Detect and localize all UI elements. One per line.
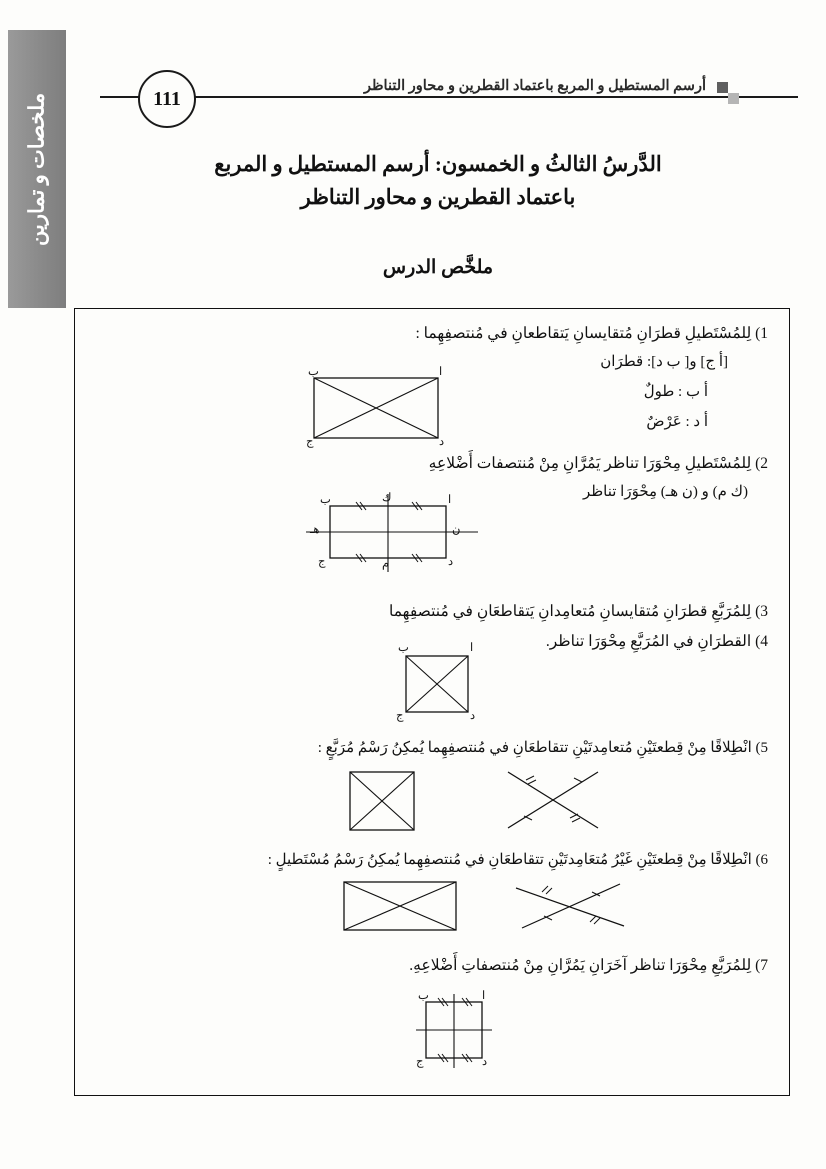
header-square-light-left-icon	[728, 93, 739, 104]
running-header-title: أرسم المستطيل و المربع باعتماد القطرين و محاور التناظر	[363, 78, 706, 94]
figure-non-perpendicular-segments	[506, 870, 636, 949]
list-item	[268, 848, 768, 872]
item-number: 7)	[755, 957, 768, 974]
item-number: 4)	[755, 633, 768, 650]
lesson-title	[90, 148, 786, 213]
item-number: 3)	[755, 603, 768, 620]
list-item	[409, 954, 768, 979]
figure-square-symmetry-axes	[404, 988, 504, 1083]
item-text: لِلمُرَبَّعِ قطرَانِ مُتقايسانِ مُتعامِدانِ يَتقاطعَانِ في مُنتصفِهِما	[388, 603, 752, 620]
list-item	[429, 452, 768, 477]
item-sub: (ك م) و (ن هـ) مِحْوَرَا تناظر	[582, 484, 748, 500]
item-text: انْطِلاقًا مِنْ قِطعتَيْنِ غَيْرُ مُتعَامِدتَيْنِ تتقاطعَانِ في مُنتصفِهِما يُمكِنُ رَسْمُ مُسْتَطيلٍ :	[267, 852, 752, 868]
item-text: القطرَانِ في المُرَبَّعِ مِحْوَرَا تناظر.	[545, 633, 752, 650]
figure-rectangle-symmetry-axes	[302, 488, 482, 583]
item-text: لِلمُسْتَطيلِ مِحْوَرَا تناظر يَمُرَّانِ مِنْ مُنتصفات أَضْلاعِهِ	[428, 455, 752, 472]
item-text: لِلمُسْتَطيلِ قطرَانِ مُتقايسانِ يَتقاطعانِ في مُنتصفِهِما :	[415, 325, 752, 342]
item-number: 2)	[755, 455, 768, 472]
figure-label: ك	[382, 492, 392, 504]
figure-label: ا	[482, 990, 486, 1002]
list-item	[389, 600, 768, 625]
figure-label: ب	[398, 642, 409, 654]
lesson-title-line1: الدَّرسُ الثالثُ و الخمسون: أرسم المستطيل و المربع	[214, 152, 662, 176]
figure-label: ج	[306, 436, 314, 448]
summary-content	[74, 308, 788, 1094]
page-number: 111	[138, 70, 196, 128]
side-tab	[8, 30, 66, 308]
figure-label: د	[470, 710, 476, 722]
item-text: انْطِلاقًا مِنْ قِطعتَيْنِ مُتعامِدتَيْنِ تتقاطعَانِ في مُنتصفِهِما يُمكِنُ رَسْمُ مُرَبَّعٍ :	[317, 740, 752, 756]
figure-label: ج	[318, 556, 326, 568]
lesson-title-line2: باعتماد القطرين و محاور التناظر	[300, 184, 576, 209]
list-item	[415, 322, 768, 347]
figure-label: د	[439, 436, 445, 448]
figure-perpendicular-segments	[494, 760, 614, 845]
item-number: 5)	[755, 740, 768, 756]
figure-rectangle-diagonals	[306, 366, 446, 451]
header-divider	[100, 96, 798, 98]
figure-label: ا	[470, 642, 474, 654]
figure-label: ج	[396, 710, 404, 722]
item-sub: أ د : عَرْضٌ	[646, 414, 708, 430]
figure-label: ب	[320, 494, 331, 506]
item-sub: [أ ج] و[ ب د]: قطرَان	[600, 354, 728, 370]
figure-label: م	[382, 558, 390, 570]
figure-label: ن	[452, 524, 461, 536]
figure-label: ا	[448, 494, 452, 506]
header-square-dark-left-icon	[717, 82, 728, 93]
figure-label: د	[448, 556, 454, 568]
list-item	[546, 630, 768, 655]
figure-label: ج	[416, 1056, 424, 1068]
item-text: لِلمُرَبَّعِ مِحْوَرَا تناظر آخَرَانِ يَمُرَّانِ مِنْ مُنتصفاتِ أَضْلاعِهِ.	[409, 957, 752, 974]
item-sub: أ ب : طولٌ	[643, 384, 708, 400]
figure-label: ب	[418, 990, 429, 1002]
summary-title: ملخَّص الدرس	[382, 257, 494, 278]
figure-label: هـ	[310, 524, 320, 536]
figure-label: د	[482, 1056, 488, 1068]
figure-square-from-segments	[340, 764, 426, 843]
item-number: 1)	[755, 325, 768, 342]
figure-square-diagonals	[394, 642, 484, 731]
side-tab-label: ملخصات و تمارين	[24, 92, 49, 246]
list-item	[318, 736, 768, 760]
figure-rectangle-from-segments	[336, 874, 466, 945]
item-number: 6)	[755, 852, 768, 868]
figure-label: ب	[308, 366, 319, 378]
figure-label: ا	[439, 366, 443, 378]
bleed-through-text: ‎ ‎	[120, 204, 137, 219]
